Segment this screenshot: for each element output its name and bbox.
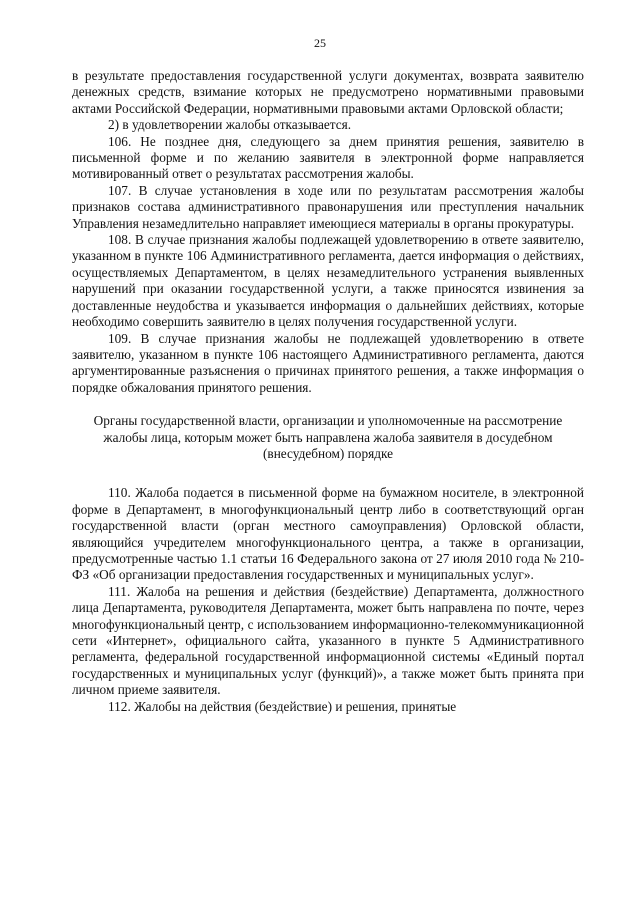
paragraph: 112. Жалобы на действия (бездействие) и решения, принятые: [108, 698, 457, 714]
paragraph: 111. Жалоба на решения и действия (бездействие) Департамента, должностного лица Департамента, руководителя Департамента, может быть направлена по почте, через многофункциональный центр, с использованием информационно-телекоммуникационной сети «Интернет», официального сайта, указанного в пункте 5 Административного регламента, федеральной государственной информационной системы «Единый портал государственных и муниципальных услуг (функций)», а также может быть принята при личном приеме заявителя.: [72, 583, 584, 698]
document-body: [72, 68, 584, 715]
paragraph: 107. В случае установления в ходе или по результатам рассмотрения жалобы признаков состава административного правонарушения или преступления начальник Управления незамедлительно направляет имеющиеся материалы в органы прокуратуры.: [72, 182, 584, 231]
paragraph: 108. В случае признания жалобы подлежащей удовлетворению в ответе заявителю, указанном в пункте 106 Административного регламента, дается информация о действиях, осуществляемых Департаментом, в целях незамедлительного устранения выявленных нарушений при оказании государственной услуги, а также приносятся извинения за доставленные неудобства и указывается информация о дальнейших действиях, которые необходимо совершить заявителю в целях получения государственной услуги.: [72, 232, 584, 330]
paragraph: 109. В случае признания жалобы не подлежащей удовлетворению в ответе заявителю, указанном в пункте 106 настоящего Административного регламента, даются аргументированные разъяснения о причинах принятого решения, а также информация о порядке обжалования принятого решения.: [72, 330, 584, 395]
section-heading: Органы государственной власти, организации и уполномоченные на рассмотрение жалобы лица, которым может быть направлена жалоба заявителя в досудебном (внесудебном) порядке: [93, 413, 563, 461]
paragraph: 110. Жалоба подается в письменной форме на бумажном носителе, в электронной форме в Департамент, в многофункциональный центр либо в соответствующий орган государственной власти (орган местного самоуправления) Орловской области, являющийся учредителем многофункционального центра, а также в организации, предусмотренные частью 1.1 статьи 16 Федерального закона от 27 июля 2010 года № 210-ФЗ «Об организации предоставления государственных и муниципальных услуг».: [72, 485, 584, 583]
page-number: 25: [314, 36, 326, 50]
paragraph: 106. Не позднее дня, следующего за днем принятия решения, заявителю в письменной форме и по желанию заявителя в электронной форме направляется мотивированный ответ о результатах рассмотрения жалобы.: [72, 133, 584, 182]
paragraph: в результате предоставления государственной услуги документах, возврата заявителю денежных средств, взимание которых не предусмотрено нормативными правовыми актами Российской Федерации, нормативными правовыми актами Орловской области;: [72, 68, 584, 116]
paragraphs-before: [72, 68, 584, 396]
paragraphs-after: [72, 485, 584, 715]
paragraph: 2) в удовлетворении жалобы отказывается.: [108, 117, 352, 133]
